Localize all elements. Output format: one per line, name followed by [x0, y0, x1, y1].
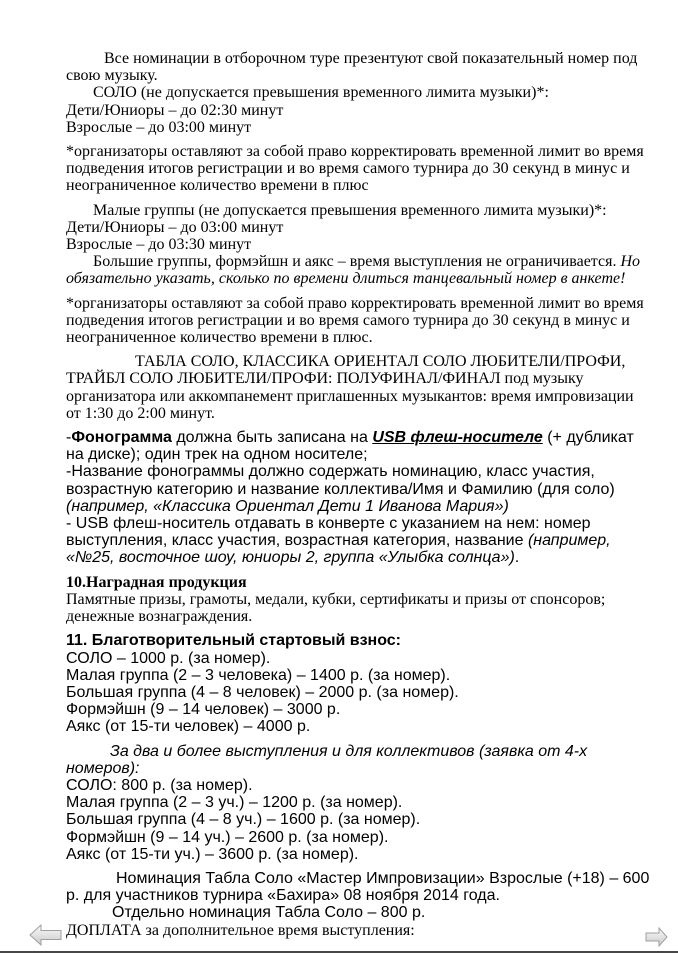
next-page-button[interactable]: [645, 927, 668, 947]
paragraph: [66, 574, 651, 591]
text-run: (например, «Классика Ориентал Дети 1 Иванова Мария»): [66, 497, 509, 515]
text-run: Большие группы, формэйшн и аякс – время выступления не ограничивается.: [93, 253, 621, 271]
paragraph: [66, 295, 651, 347]
paragraph: [66, 463, 651, 515]
text-run: - USB флеш-носитель отдавать в конверте с указанием на нем: номер выступления, класс участия, возрастная категория, название: [66, 515, 591, 550]
text-run: Формэйшн (9 – 14 человек) – 3000 р.: [66, 701, 341, 719]
text-run: Взрослые – до 03:30 минут: [66, 236, 252, 254]
paragraph: [66, 236, 651, 253]
arrow-right-icon: [645, 934, 668, 951]
text-run: ДОПЛАТА за дополнительное время выступления:: [66, 921, 415, 939]
text-run: (например, «№25, восточное шоу, юниоры 2, группа «Улыбка солнца»): [66, 532, 611, 567]
paragraph: [66, 846, 651, 863]
text-run: СОЛО – 1000 р. (за номер).: [66, 649, 271, 667]
paragraph: [66, 143, 651, 195]
text-run: СОЛО: 800 р. (за номер).: [66, 776, 253, 794]
text-run: *организаторы оставляют за собой право корректировать временной лимит во время подведения итогов регистрации и во время самого турнира до 30 секунд в минус и неограниченное количество времени в плюс: [66, 143, 644, 195]
paragraph: [66, 904, 651, 921]
paragraph: [66, 811, 651, 828]
text-run: ТАБЛА СОЛО, КЛАССИКА ОРИЕНТАЛ СОЛО ЛЮБИТЕЛИ/ПРОФИ, ТРАЙБЛ СОЛО ЛЮБИТЕЛИ/ПРОФИ: ПОЛУФИНАЛ/ФИНАЛ под музыку организатора или аккомпанемент приглашенных музыкантов: время импровизации от 1:30 до 2:00 минут.: [66, 353, 634, 422]
paragraph: [66, 202, 651, 219]
text-run: USB флеш-носителе: [372, 429, 543, 447]
paragraph: [66, 429, 651, 463]
text-run: Номинация Табла Соло «Мастер Импровизации» Взрослые (+18) – 600 р. для участников турнира «Бахира» 08 ноября 2014 года.: [66, 869, 650, 905]
text-run: должна быть записана на: [171, 429, 373, 447]
paragraph: [66, 829, 651, 846]
paragraph: [66, 743, 651, 777]
text-run: Большая группа (4 – 8 уч.) – 1600 р. (за номер).: [66, 811, 421, 829]
paragraph: [66, 119, 651, 136]
text-run: 10.Наградная продукция: [66, 573, 247, 591]
paragraph: [66, 219, 651, 236]
paragraph: [66, 632, 651, 649]
text-run: Большая группа (4 – 8 человек) – 2000 р. (за номер).: [66, 683, 459, 701]
paragraph: [66, 718, 651, 735]
paragraph: [66, 684, 651, 701]
paragraph: [66, 701, 651, 718]
text-run: Малые группы (не допускается превышения временного лимита музыки)*:: [93, 201, 607, 219]
text-run: -Название фонограммы должно содержать номинацию, класс участия, возрастную категорию и название коллектива/Имя и Фамилию (для соло): [66, 463, 615, 498]
paragraph: [66, 515, 651, 567]
text-run: Отдельно номинация Табла Соло – 800 р.: [112, 904, 426, 922]
paragraph: [66, 102, 651, 119]
arrow-left-icon: [29, 933, 62, 950]
text-run: 11. Благотворительный стартовый взнос:: [66, 632, 401, 650]
text-run: Дети/Юниоры – до 02:30 минут: [66, 101, 284, 119]
paragraph: [66, 777, 651, 794]
paragraph: [66, 50, 651, 84]
text-run: Аякс (от 15-ти уч.) – 3600 р. (за номер).: [66, 845, 359, 863]
paragraph: [66, 84, 651, 101]
text-run: Малая группа (2 – 3 уч.) – 1200 р. (за номер).: [66, 794, 403, 812]
text-run: СОЛО (не допускается превышения временного лимита музыки)*:: [93, 84, 549, 102]
text-run: Взрослые – до 03:00 минут: [66, 118, 252, 136]
paragraph: [66, 667, 651, 684]
text-run: (+ дубликат на диске); один трек на одном носителе;: [66, 429, 634, 464]
text-run: Аякс (от 15-ти человек) – 4000 р.: [66, 718, 311, 736]
text-run: Дети/Юниоры – до 03:00 минут: [66, 218, 284, 236]
paragraph: [66, 870, 651, 904]
text-run: За два и более выступления и для коллективов (заявка от 4-х номеров):: [66, 742, 588, 777]
text-run: Все номинации в отборочном туре презентуют свой показательный номер под свою музыку.: [66, 50, 638, 85]
paragraph: [66, 591, 651, 625]
text-run: *организаторы оставляют за собой право корректировать временной лимит во время подведения итогов регистрации и во время самого турнира до 30 секунд в минус и неограниченное количество времени в плюс.: [66, 294, 644, 347]
document-body: [66, 50, 651, 939]
text-run: Формэйшн (9 – 14 уч.) – 2600 р. (за номер).: [66, 828, 389, 846]
paragraph: [66, 922, 651, 939]
paragraph: [66, 650, 651, 667]
text-run: -: [66, 429, 72, 447]
previous-page-button[interactable]: [29, 924, 62, 946]
text-run: Фонограмма: [71, 429, 172, 447]
paragraph: [66, 253, 651, 287]
text-run: Малая группа (2 – 3 человека) – 1400 р. (за номер).: [66, 666, 451, 684]
paragraph: [66, 353, 651, 422]
text-run: .: [514, 549, 520, 567]
paragraph: [66, 794, 651, 811]
text-run: Памятные призы, грамоты, медали, кубки, сертификаты и призы от спонсоров; денежные вознаграждения.: [66, 590, 606, 626]
text-run: Но обязательно указать, сколько по времени длиться танцевальный номер в анкете!: [66, 253, 641, 288]
page-bottom-divider: [0, 951, 678, 953]
